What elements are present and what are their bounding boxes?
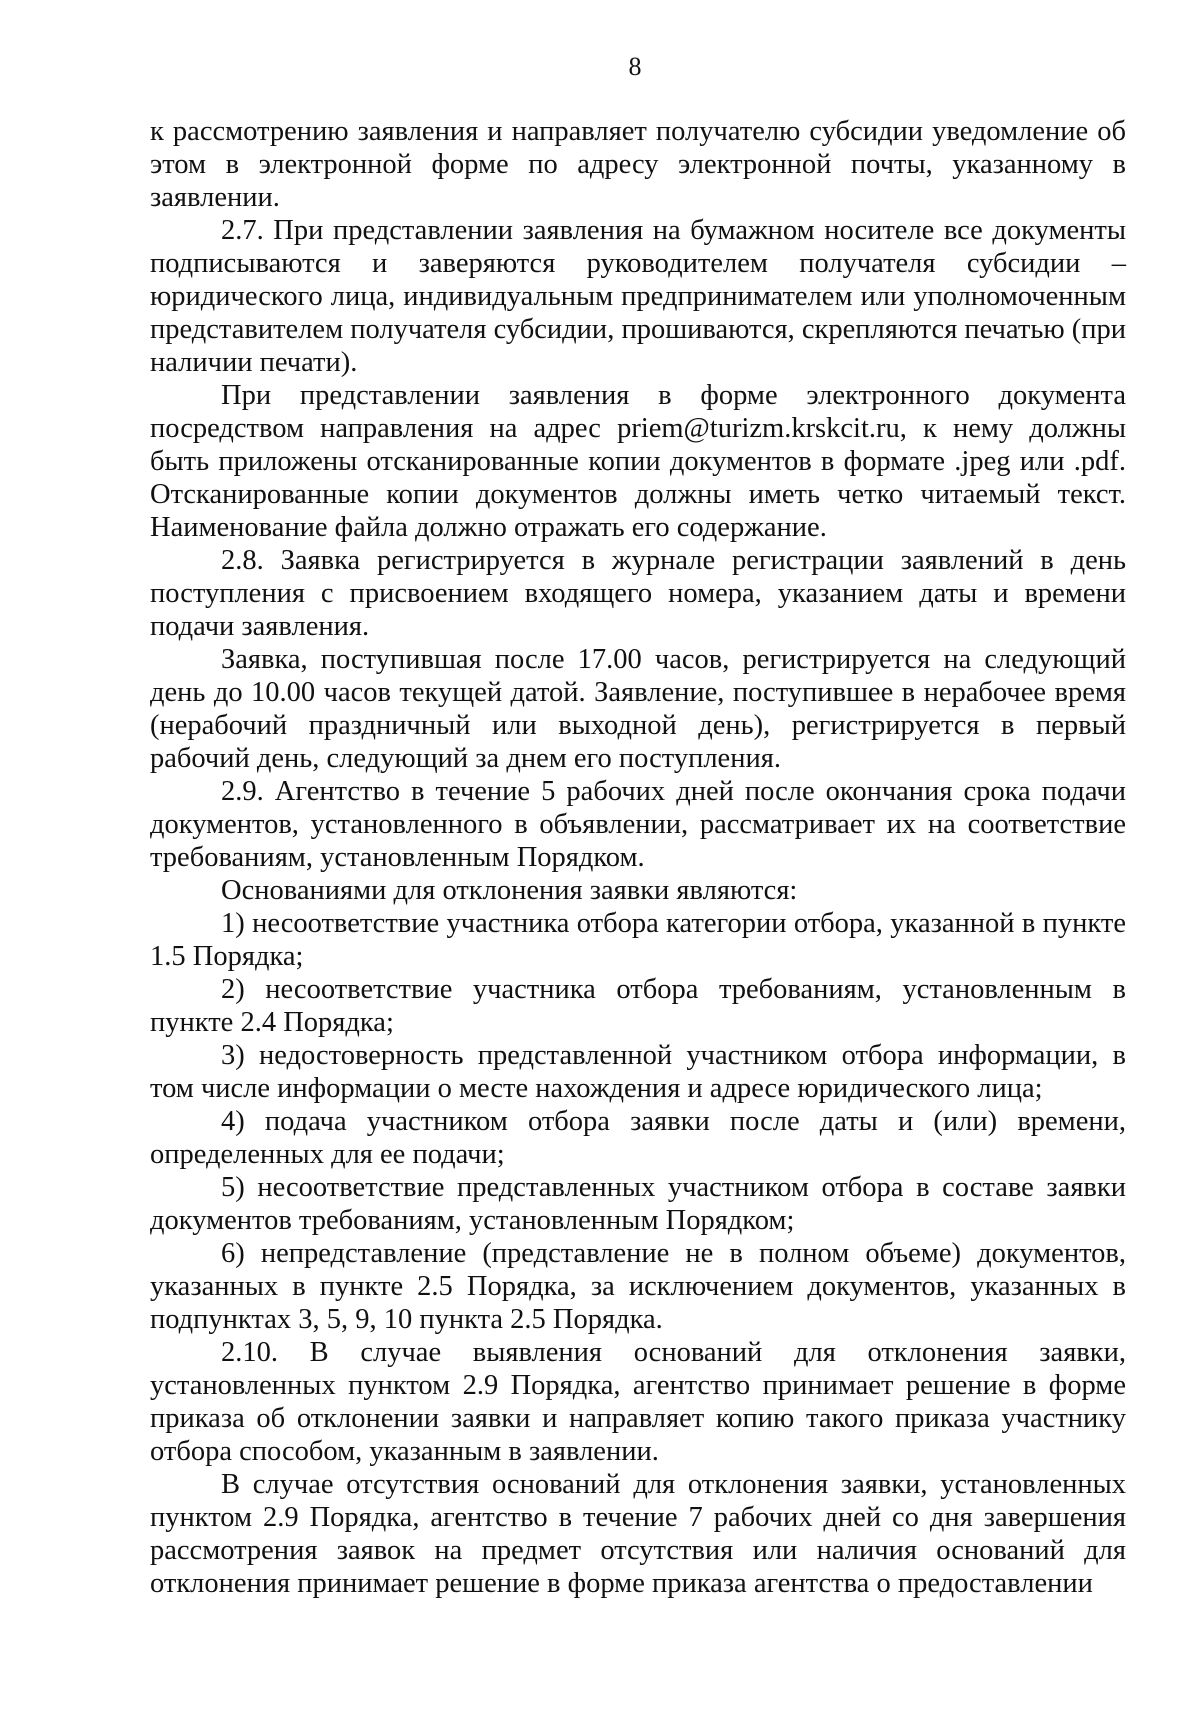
paragraph-electronic-submission: При представлении заявления в форме электронного документа посредством направления на адрес priem@turizm.krskcit.ru, к нему должны быть приложены отсканированные копии документов в формате .jpeg или .pdf. Отсканированные копии документов должны иметь четко читаемый текст. Наименование файла должно отражать его содержание. xyxy=(150,380,1126,543)
page-number: 8 xyxy=(628,52,642,81)
paragraph-2-10: 2.10. В случае выявления оснований для отклонения заявки, установленных пунктом 2.9 Порядка, агентство принимает решение в форме приказа об отклонении заявки и направляет копию такого приказа участнику отбора способом, указанным в заявлении. xyxy=(150,1337,1126,1467)
list-item-5: 5) несоответствие представленных участником отбора в составе заявки документов требованиям, установленным Порядком; xyxy=(150,1172,1126,1236)
paragraph-rejection-grounds: Основаниями для отклонения заявки являются: xyxy=(221,875,798,906)
list-item-2: 2) несоответствие участника отбора требованиям, установленным в пункте 2.4 Порядка; xyxy=(150,974,1126,1038)
paragraph-late-registration: Заявка, поступившая после 17.00 часов, регистрируется на следующий день до 10.00 часов текущей датой. Заявление, поступившее в нерабочее время (нерабочий праздничный или выходной день), регистрируется в первый рабочий день, следующий за днем его поступления. xyxy=(150,644,1126,774)
list-item-1: 1) несоответствие участника отбора категории отбора, указанной в пункте 1.5 Порядка; xyxy=(150,908,1126,972)
list-item-4: 4) подача участником отбора заявки после даты и (или) времени, определенных для ее подачи; xyxy=(150,1106,1126,1170)
paragraph-no-grounds: В случае отсутствия оснований для отклонения заявки, установленных пунктом 2.9 Порядка, агентство в течение 7 рабочих дней со дня завершения рассмотрения заявок на предмет отсутствия или наличия оснований для отклонения принимает решение в форме приказа агентства о предоставлении xyxy=(150,1469,1126,1599)
paragraph-2-9: 2.9. Агентство в течение 5 рабочих дней после окончания срока подачи документов, установленного в объявлении, рассматривает их на соответствие требованиям, установленным Порядком. xyxy=(150,776,1126,873)
paragraph-2-8: 2.8. Заявка регистрируется в журнале регистрации заявлений в день поступления с присвоением входящего номера, указанием даты и времени подачи заявления. xyxy=(150,545,1126,642)
document-body xyxy=(150,115,1126,1600)
list-item-6: 6) непредставление (представление не в полном объеме) документов, указанных в пункте 2.5 Порядка, за исключением документов, указанных в подпунктах 3, 5, 9, 10 пункта 2.5 Порядка. xyxy=(150,1238,1126,1335)
paragraph-1: к рассмотрению заявления и направляет получателю субсидии уведомление об этом в электронной форме по адресу электронной почты, указанному в заявлении. xyxy=(150,116,1126,213)
list-item-3: 3) недостоверность представленной участником отбора информации, в том числе информации о месте нахождения и адресе юридического лица; xyxy=(150,1040,1126,1104)
paragraph-2-7: 2.7. При представлении заявления на бумажном носителе все документы подписываются и заверяются руководителем получателя субсидии – юридического лица, индивидуальным предпринимателем или уполномоченным представителем получателя субсидии, прошиваются, скрепляются печатью (при наличии печати). xyxy=(150,215,1126,378)
